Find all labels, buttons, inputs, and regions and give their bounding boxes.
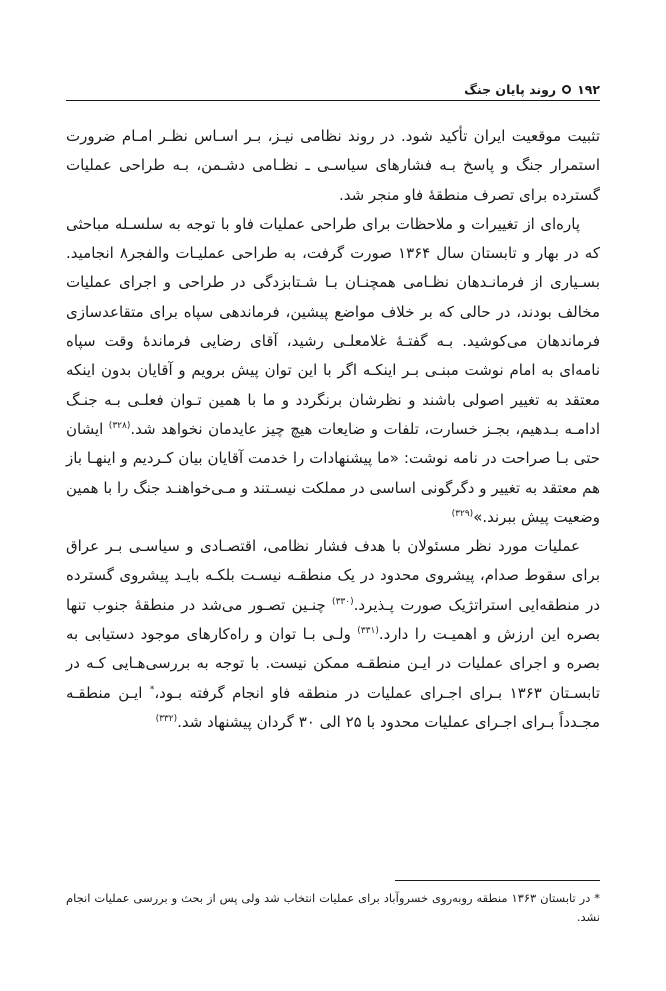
paragraph-1-text: تثبیت موقعیت ایران تأکید شود. در روند نظامی نیـز، بـر اسـاس نظـر امـام ضرورت استمرار جنگ و پاسخ بـه فشارهای سیاسـی ـ نظـامی دشـمن، بـه طراحی عملیات گسترده برای تصرف منطقهٔ فاو منجر شد. [66,127,600,204]
paragraph-3-text-c: ولـی بـا توان و راه‌کارهای موجود دستیابی به بصره و اجرای عملیات در ایـن منطقـه ممکن نیست. با توجه به بررسی‌هـایی کـه در تابسـتان ۱۳۶۳ بـرای اجـرای عملیات در منطقه فاو انجام گرفته بـود، [66,625,600,702]
footnote-rule [395,880,600,881]
endnote-ref-332[interactable]: (۳۳۲) [155,713,178,724]
paragraph-3-text-d: ایـن منطقـه مجـدداً بـرای اجـرای عملیات محدود با ۲۵ الی ۳۰ گردان پیشنهاد شد. [66,683,600,731]
body-text [66,122,600,737]
endnote-ref-329[interactable]: (۳۲۹) [451,508,474,519]
footnote-marker[interactable]: * [149,684,155,695]
paragraph-2-text-a: پاره‌ای از تغییرات و ملاحظات برای طراحی عملیات فاو با توجه به سلسـله مباحثی که در بهار و تابستان سال ۱۳۶۴ صورت گرفت، به طراحی عملیـات والفجر۸ انجامید. بسـیاری از فرمانـدهان نظـامی همچنـان بـا شـتابزدگی در طراحی و اجرای عملیات مخالف بودند، در حالی که بر خلاف مواضع پیشین، فرماندهی سپاه برای متقاعدسازی فرماندهان می‌کوشید. بـه گفتـهٔ غلامعلـی رشید، آقای رضایی فرماندهٔ وقت سپاه نامه‌ای به امام نوشت مبنـی بـر اینکـه اگر با این توان پیش برویم و آقایان بدون اینکه معتقد به تغییر اصولی باشند و نظرشان برنگردد و ما با همین تـوان فعلـی بـه جنـگ ادامـه بـدهیم، بجـز خسارت، تلفات و ضایعات هیچ چیز عایدمان نخواهد شد. [66,214,600,438]
paragraph-3-text-b: چنـین تصـور می‌شد در منطقهٔ جنوب تنها بصره این ارزش و اهمیـت را دارد. [66,595,600,644]
paragraph-3-text-a: عملیات مورد نظر مسئولان با هدف فشار نظامی، اقتصـادی و سیاسـی بـر عراق برای سقوط صدام، پیشروی محدود در یک منطقـه نیسـت بلکـه بایـد پیشروی گسترده در منطقه‌ایی استراتژیک صورت پـذیرد. [66,537,600,614]
footnote: * در تابستان ۱۳۶۳ منطقه روبه‌روی خسروآباد برای عملیات انتخاب شد ولی پس از بحث و بررسی عملیات انجام نشد. [66,891,600,924]
paragraph-3 [66,532,600,737]
endnote-ref-331[interactable]: (۳۳۱) [357,626,379,637]
endnote-ref-330[interactable]: (۳۳۰) [332,596,354,607]
running-title: روند پایان جنگ [464,81,557,97]
page-number: ۱۹۲ [577,81,600,97]
paragraph-2 [66,210,600,532]
circle-ornament-icon [562,85,571,94]
endnote-ref-328[interactable]: (۳۲۸) [108,420,131,431]
paragraph-2-text-b: ایشان حتی بـا صراحت در نامه نوشت: «ما پیشنهادات را خدمت آقایان بیان کـردیم و اینهـا باز هم معتقد به تغییر و دگرگونی اساسی در مملکت نیسـتند و مـی‌خواهنـد جنگ را با همین وضعیت پیش ببرند.» [66,419,600,526]
header-rule [66,100,600,101]
paragraph-1 [66,122,600,210]
running-head [66,78,600,100]
